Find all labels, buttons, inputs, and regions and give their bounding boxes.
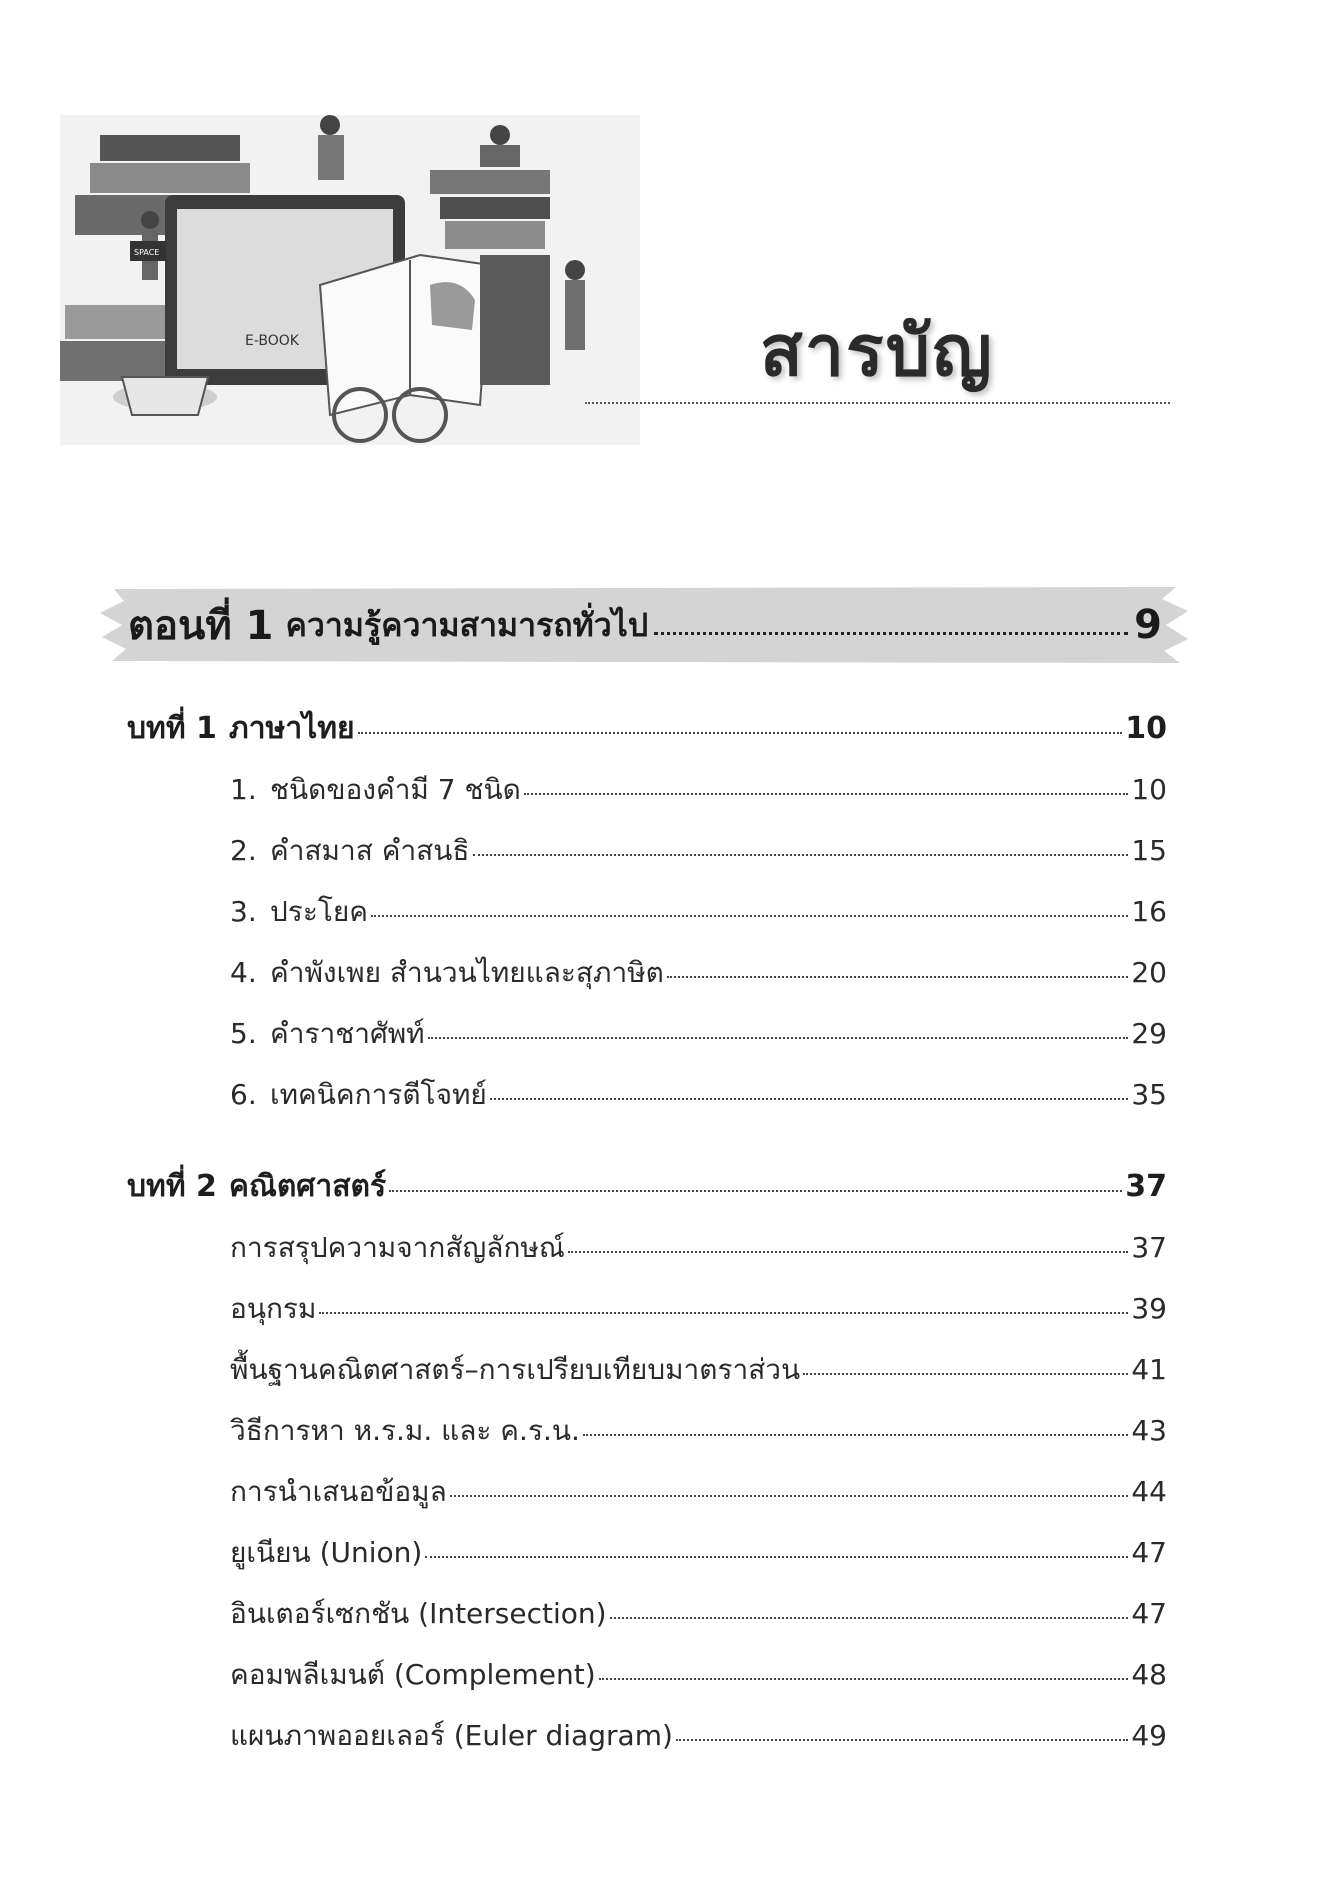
toc-item[interactable] bbox=[230, 890, 1167, 934]
item-title: ยูเนียน (Union) bbox=[230, 1536, 423, 1569]
item-number: 4. bbox=[230, 956, 257, 989]
item-title: ประโยค bbox=[270, 895, 369, 928]
item-page: 29 bbox=[1131, 1017, 1167, 1050]
item-page: 10 bbox=[1131, 773, 1167, 806]
item-title: การนำเสนอข้อมูล bbox=[230, 1475, 447, 1508]
item-title: คอมพลีเมนต์ (Complement) bbox=[230, 1658, 596, 1691]
item-title: วิธีการหา ห.ร.ม. และ ค.ร.น. bbox=[230, 1414, 580, 1447]
leader-dots bbox=[524, 793, 1129, 795]
toc-item[interactable] bbox=[230, 1073, 1167, 1117]
leader-dots bbox=[319, 1312, 1128, 1314]
item-page: 48 bbox=[1131, 1658, 1167, 1691]
item-page: 35 bbox=[1131, 1078, 1167, 1111]
item-title: อินเตอร์เซกชัน (Intersection) bbox=[230, 1597, 607, 1630]
item-number: 1. bbox=[230, 773, 257, 806]
item-title: คำพังเพย สำนวนไทยและสุภาษิต bbox=[270, 956, 664, 989]
chapter-page: 37 bbox=[1125, 1169, 1167, 1204]
item-number: 6. bbox=[230, 1078, 257, 1111]
chapter-number: บทที่ 2 bbox=[127, 1169, 217, 1204]
leader-dots bbox=[371, 915, 1128, 917]
item-page: 47 bbox=[1131, 1597, 1167, 1630]
books-ebook-illustration bbox=[60, 115, 640, 445]
toc-item[interactable] bbox=[230, 829, 1167, 873]
item-page: 41 bbox=[1131, 1353, 1167, 1386]
item-title: อนุกรม bbox=[230, 1292, 317, 1325]
leader-dots bbox=[428, 1037, 1129, 1039]
chapter-page: 10 bbox=[1125, 711, 1167, 746]
leader-dots bbox=[450, 1495, 1129, 1497]
item-number: 3. bbox=[230, 895, 257, 928]
toc-item[interactable] bbox=[230, 1226, 1167, 1270]
toc-item[interactable] bbox=[230, 1409, 1167, 1453]
part-page: 9 bbox=[1134, 602, 1162, 648]
item-page: 16 bbox=[1131, 895, 1167, 928]
part-title: ความรู้ความสามารถทั่วไป bbox=[285, 605, 649, 644]
toc-chapter-2[interactable] bbox=[127, 1163, 1167, 1210]
item-title: การสรุปความจากสัญลักษณ์ bbox=[230, 1231, 565, 1264]
leader-dots bbox=[425, 1556, 1128, 1558]
page-title: สารบัญ bbox=[760, 310, 994, 392]
leader-dots bbox=[610, 1617, 1129, 1619]
item-page: 15 bbox=[1131, 834, 1167, 867]
toc-chapter-1[interactable] bbox=[127, 705, 1167, 752]
chapter-title: ภาษาไทย bbox=[228, 711, 355, 746]
leader-dots bbox=[583, 1434, 1128, 1436]
item-page: 47 bbox=[1131, 1536, 1167, 1569]
leader-dots bbox=[490, 1098, 1129, 1100]
part-banner bbox=[100, 585, 1190, 665]
leader-dots bbox=[568, 1251, 1129, 1253]
leader-dots bbox=[803, 1373, 1128, 1375]
part-number: ตอนที่ 1 bbox=[128, 603, 274, 649]
toc-item[interactable] bbox=[230, 1287, 1167, 1331]
item-page: 44 bbox=[1131, 1475, 1167, 1508]
toc-item[interactable] bbox=[230, 1470, 1167, 1514]
item-title: แผนภาพออยเลอร์ (Euler diagram) bbox=[230, 1719, 673, 1752]
item-page: 39 bbox=[1131, 1292, 1167, 1325]
item-number: 5. bbox=[230, 1017, 257, 1050]
toc-item[interactable] bbox=[230, 951, 1167, 995]
item-page: 49 bbox=[1131, 1719, 1167, 1752]
toc-item[interactable] bbox=[230, 1714, 1167, 1758]
toc-item[interactable] bbox=[230, 768, 1167, 812]
toc-item[interactable] bbox=[230, 1012, 1167, 1056]
chapter-number: บทที่ 1 bbox=[127, 711, 217, 746]
leader-dots bbox=[358, 732, 1123, 734]
item-number: 2. bbox=[230, 834, 257, 867]
item-title: คำสมาส คำสนธิ bbox=[270, 834, 470, 867]
item-page: 43 bbox=[1131, 1414, 1167, 1447]
chapter-title: คณิตศาสตร์ bbox=[228, 1169, 387, 1204]
leader-dots bbox=[667, 976, 1129, 978]
svg-text:E-BOOK: E-BOOK bbox=[245, 333, 299, 349]
part-row[interactable] bbox=[128, 585, 1162, 665]
toc-item[interactable] bbox=[230, 1592, 1167, 1636]
toc-item[interactable] bbox=[230, 1653, 1167, 1697]
item-title: ชนิดของคำมี 7 ชนิด bbox=[270, 773, 521, 806]
leader-dots bbox=[389, 1190, 1122, 1192]
item-page: 37 bbox=[1131, 1231, 1167, 1264]
leader-dots bbox=[654, 632, 1128, 635]
item-title: เทคนิคการตีโจทย์ bbox=[270, 1078, 487, 1111]
header-illustration bbox=[60, 115, 640, 445]
item-page: 20 bbox=[1131, 956, 1167, 989]
toc-item[interactable] bbox=[230, 1348, 1167, 1392]
toc-item[interactable] bbox=[230, 1531, 1167, 1575]
leader-dots bbox=[473, 854, 1129, 856]
item-title: คำราชาศัพท์ bbox=[270, 1017, 425, 1050]
item-title: พื้นฐานคณิตศาสตร์–การเปรียบเทียบมาตราส่วน bbox=[230, 1353, 801, 1386]
leader-dots bbox=[599, 1678, 1129, 1680]
svg-text:SPACE: SPACE bbox=[134, 248, 160, 257]
leader-dots bbox=[676, 1739, 1128, 1741]
title-divider bbox=[585, 402, 1170, 404]
